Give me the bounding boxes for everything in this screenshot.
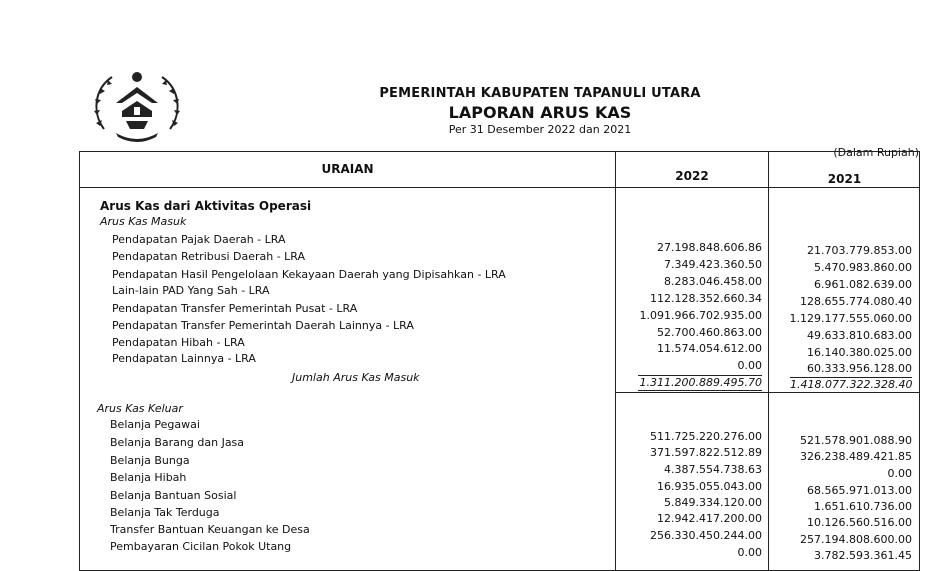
table-row: Transfer Bantuan Keuangan ke Desa 256.330.450.244.00 257.194.808.600.00	[110, 523, 912, 546]
table-row: Belanja Bunga 4.387.554.738.63 0.00	[110, 454, 912, 480]
currency-unit: (Dalam Rupiah)	[833, 146, 919, 159]
section-heading-operasi: Arus Kas dari Aktivitas Operasi	[100, 199, 312, 213]
header-divider	[80, 187, 919, 188]
subsection-heading-keluar: Arus Kas Keluar	[97, 402, 183, 415]
table-row: Belanja Bantuan Sosial 5.849.334.120.00 1.651.610.736.00	[110, 489, 912, 513]
table-row: Pendapatan Lainnya - LRA 0.00 60.333.956.128.00	[112, 352, 912, 375]
table-row: Belanja Barang dan Jasa 371.597.822.512.89 326.238.489.421.85	[110, 436, 912, 463]
table-row: Belanja Pegawai 511.725.220.276.00 521.578.901.088.90	[110, 418, 912, 447]
table-row: Lain-lain PAD Yang Sah - LRA 112.128.352.660.34 128.655.774.080.40	[112, 284, 912, 308]
table-row: Belanja Hibah 16.935.055.043.00 68.565.971.013.00	[110, 471, 912, 497]
column-header-2021: 2021	[827, 172, 862, 186]
report-title: LAPORAN ARUS KAS	[448, 103, 632, 122]
table-row: Pendapatan Hasil Pengelolaan Kekayaan Daerah yang Dipisahkan - LRA 8.283.046.458.00 6.961.082.639.00	[112, 268, 912, 291]
table-row: Pendapatan Retribusi Daerah - LRA 7.349.423.360.50 5.470.983.860.00	[112, 250, 912, 274]
cash-flow-table	[79, 151, 920, 571]
table-row: Pendapatan Hibah - LRA 11.574.054.612.00 16.140.380.025.00	[112, 336, 912, 359]
subsection-heading-masuk: Arus Kas Masuk	[100, 215, 187, 228]
table-row: Belanja Tak Terduga 12.942.417.200.00 10.126.560.516.00	[110, 506, 912, 529]
table-row: Pendapatan Transfer Pemerintah Pusat - LRA 1.091.966.702.935.00 1.129.177.555.060.00	[112, 302, 912, 325]
column-header-uraian: URAIAN	[321, 162, 374, 176]
table-row: Pembayaran Cicilan Pokok Utang 0.00 3.782.593.361.45	[110, 540, 912, 562]
table-row: Pendapatan Transfer Pemerintah Daerah Lainnya - LRA 52.700.460.863.00 49.633.810.683.00	[112, 319, 912, 342]
total-row-masuk: Jumlah Arus Kas Masuk 1.311.200.889.495.70 1.418.077.322.328.40	[292, 371, 913, 391]
report-period: Per 31 Desember 2022 dan 2021	[448, 123, 632, 136]
table-row: Pendapatan Pajak Daerah - LRA 27.198.848.606.86 21.703.779.853.00	[112, 233, 912, 257]
regency-seal-icon	[86, 63, 188, 147]
column-header-2022: 2022	[675, 169, 709, 183]
government-name: PEMERINTAH KABUPATEN TAPANULI UTARA	[379, 86, 701, 101]
